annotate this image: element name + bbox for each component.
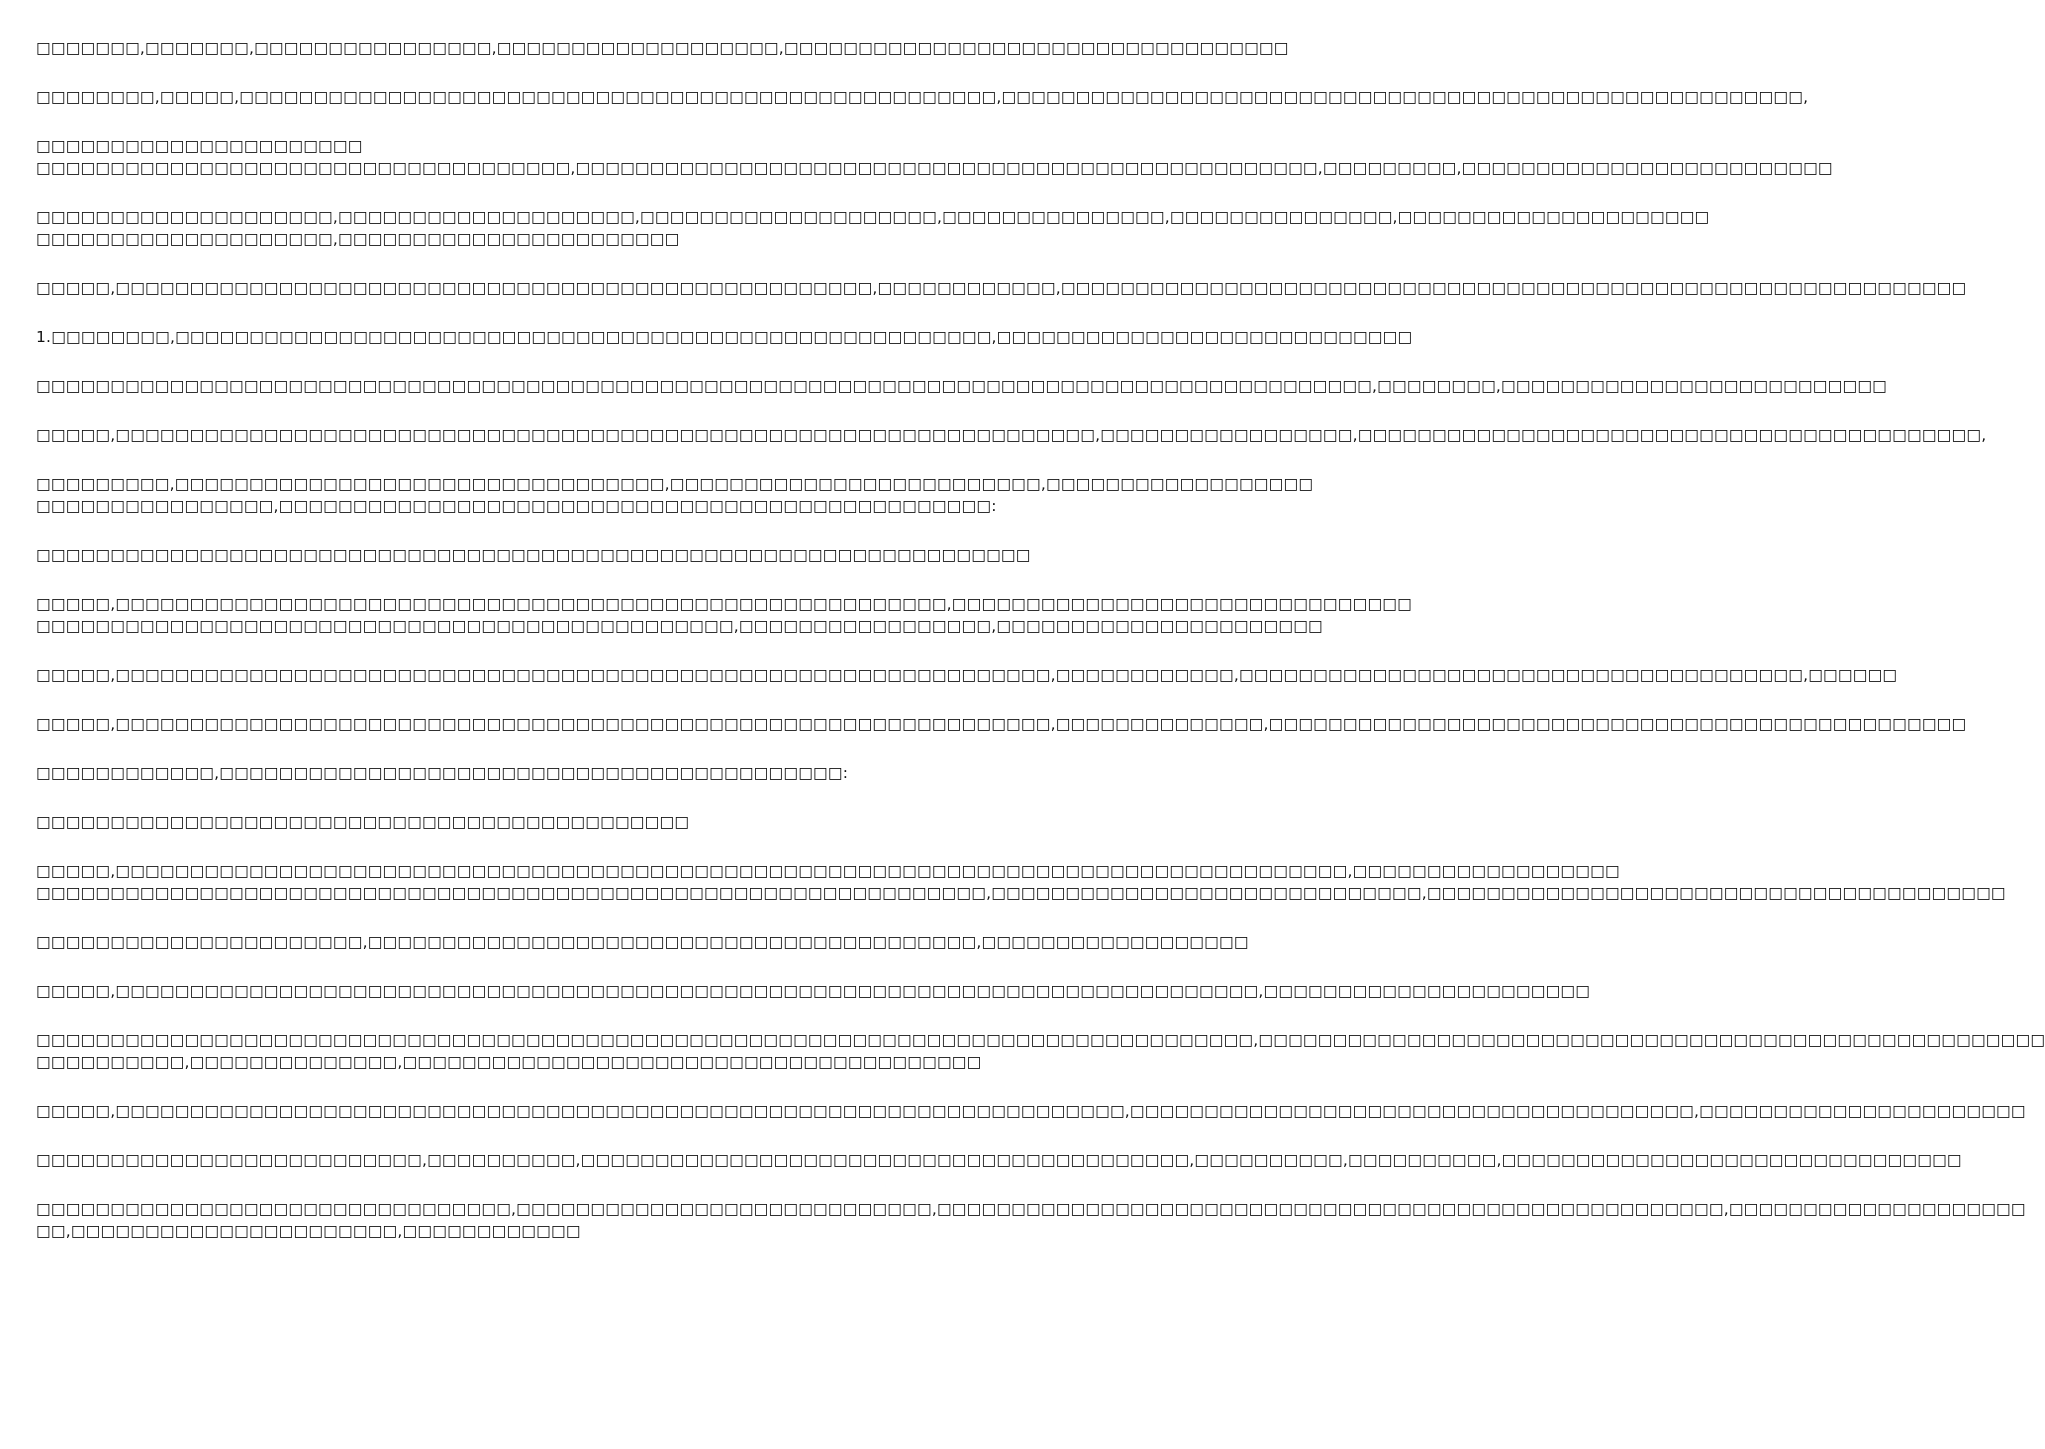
text-line: □□□□□□□□□□□□□□□□□□□□,□□□□□□□□□□□□□□□□□□□□,□□□□□□□□□□□□□□□□□□□□,□□□□□□□□□□□□□□□,□□□□□□□□□□□□□□□,□□□□□□□□□□□□□□□□□□□□□ (36, 208, 1710, 226)
paragraph (36, 206, 1710, 250)
text-line: □□□□□□□□□□□□□□□□□□□□□□□□□□□□□□□□□□□□,□□□□□□□□□□□□□□□□□□□□□□□□□□□□□□□□□□□□□□□□□□□□□□□□□□,□□□□□□□□□,□□□□□□□□□□□□□□□□□□□□□□□□□ (36, 159, 1833, 177)
paragraph (36, 473, 1314, 517)
paragraph (36, 860, 2006, 904)
text-line: □□□□□□□,□□□□□□□,□□□□□□□□□□□□□□□□,□□□□□□□□□□□□□□□□□□□,□□□□□□□□□□□□□□□□□□□□□□□□□□□□□□□□□□ (36, 39, 1289, 57)
text-line: □□□□□,□□□□□□□□□□□□□□□□□□□□□□□□□□□□□□□□□□□□□□□□□□□□□□□□□□□□□□□□□□□□□□□,□□□□□□□□□□□□,□□□□□□□□□□□□□□□□□□□□□□□□□□□□□□□□□□□□□□,□□□□□□ (36, 666, 1898, 684)
text-line: □□□□□,□□□□□□□□□□□□□□□□□□□□□□□□□□□□□□□□□□□□□□□□□□□□□□□□□□□□□□□□,□□□□□□□□□□□□□□□□□□□□□□□□□□□□□□□ (36, 595, 1412, 613)
paragraph (36, 1198, 2026, 1242)
paragraph (36, 1100, 2026, 1122)
text-line: □□,□□□□□□□□□□□□□□□□□□□□□□,□□□□□□□□□□□□ (36, 1222, 581, 1240)
text-line: □□□□□□□□□□□□□□□□□□□□□□□□□□,□□□□□□□□□□,□□□□□□□□□□□□□□□□□□□□□□□□□□□□□□□□□□□□□□□□□,□□□□□□□□□□,□□□□□□□□□□,□□□□□□□□□□□□□□□□□□□□□□□□□□□□□□□ (36, 1151, 1962, 1169)
text-line: □□□□□,□□□□□□□□□□□□□□□□□□□□□□□□□□□□□□□□□□□□□□□□□□□□□□□□□□□,□□□□□□□□□□□□,□□□□□□□□□□□□□□□□□□□□□□□□□□□□□□□□□□□□□□□□□□□□□□□□□□□□□□□□□□□□□ (36, 279, 1967, 297)
text-line: □□□□□,□□□□□□□□□□□□□□□□□□□□□□□□□□□□□□□□□□□□□□□□□□□□□□□□□□□□□□□□□□□□□□□□□□,□□□□□□□□□□□□□□□□□,□□□□□□□□□□□□□□□□□□□□□□□□□□□□□□□□□□□□□□□□□□, (36, 426, 1987, 444)
paragraph (36, 980, 1591, 1002)
text-line: □□□□□□□□,□□□□□,□□□□□□□□□□□□□□□□□□□□□□□□□□□□□□□□□□□□□□□□□□□□□□□□□□□,□□□□□□□□□□□□□□□□□□□□□□□□□□□□□□□□□□□□□□□□□□□□□□□□□□□□□□, (36, 88, 1809, 106)
text-line: □□□□□,□□□□□□□□□□□□□□□□□□□□□□□□□□□□□□□□□□□□□□□□□□□□□□□□□□□□□□□□□□□□□□□□□□□□□□□□□□□□□□□□□□□,□□□□□□□□□□□□□□□□□□ (36, 862, 1620, 880)
paragraph (36, 593, 1412, 637)
paragraph (36, 277, 1967, 299)
paragraph (36, 931, 1249, 953)
text-line: □□□□□□□□□□□□□□□□□□□□□□ (36, 137, 363, 155)
text-line: □□□□□□□□□□□□,□□□□□□□□□□□□□□□□□□□□□□□□□□□□□□□□□□□□□□□□□□: (36, 764, 849, 782)
text-line: □□□□□□□□□□□□□□□□□□□□,□□□□□□□□□□□□□□□□□□□□□□□ (36, 230, 680, 248)
paragraph (36, 424, 1987, 446)
paragraph (36, 713, 1967, 735)
text-line: □□□□□□□□□□,□□□□□□□□□□□□□□,□□□□□□□□□□□□□□□□□□□□□□□□□□□□□□□□□□□□□□□ (36, 1053, 982, 1071)
paragraph (36, 135, 1833, 179)
paragraph (36, 544, 1031, 566)
paragraph (36, 762, 989, 784)
text-line: □□□□□,□□□□□□□□□□□□□□□□□□□□□□□□□□□□□□□□□□□□□□□□□□□□□□□□□□□□□□□□□□□□□□□□□□□□□□□□□□□□□,□□□□□□□□□□□□□□□□□□□□□□ (36, 982, 1591, 1000)
paragraph (36, 1149, 1962, 1171)
paragraph (36, 37, 1289, 59)
paragraph (36, 664, 1898, 686)
text-line: □□□□□,□□□□□□□□□□□□□□□□□□□□□□□□□□□□□□□□□□□□□□□□□□□□□□□□□□□□□□□□□□□□□□□,□□□□□□□□□□□□□□,□□□□□□□□□□□□□□□□□□□□□□□□□□□□□□□□□□□□□□□□□□□□□□□ (36, 715, 1967, 733)
text-line: □□□□□□□□□□□□□□□□□□□□□□□□□□□□□□□□□□□□□□□□□□□□ (36, 813, 690, 831)
text-line: □□□□□□□□□□□□□□□□□□□□□□,□□□□□□□□□□□□□□□□□□□□□□□□□□□□□□□□□□□□□□□□□,□□□□□□□□□□□□□□□□□□ (36, 933, 1249, 951)
text-line: □□□□□□□□□,□□□□□□□□□□□□□□□□□□□□□□□□□□□□□□□□□,□□□□□□□□□□□□□□□□□□□□□□□□□,□□□□□□□□□□□□□□□□□□ (36, 475, 1314, 493)
paragraph (36, 375, 1888, 397)
text-line: 1.□□□□□□□□,□□□□□□□□□□□□□□□□□□□□□□□□□□□□□□□□□□□□□□□□□□□□□□□□□□□□□□□,□□□□□□□□□□□□□□□□□□□□□□□□□□□□ (36, 328, 1413, 346)
text-line: □□□□□□□□□□□□□□□□□□□□□□□□□□□□□□□□□□□□□□□□□□□□□□□,□□□□□□□□□□□□□□□□□,□□□□□□□□□□□□□□□□□□□□□□ (36, 617, 1323, 635)
paragraph (36, 811, 989, 833)
document-body (36, 37, 2045, 1269)
text-line: □□□□□□□□□□□□□□□□□□□□□□□□□□□□□□□□,□□□□□□□□□□□□□□□□□□□□□□□□□□□□,□□□□□□□□□□□□□□□□□□□□□□□□□□□□□□□□□□□□□□□□□□□□□□□□□□□□□,□□□□□□□□□□□□□□□□□□□□ (36, 1200, 2026, 1218)
paragraph (36, 86, 1809, 108)
text-line: □□□□□□□□□□□□□□□□□□□□□□□□□□□□□□□□□□□□□□□□□□□□□□□□□□□□□□□□□□□□□□□□,□□□□□□□□□□□□□□□□□□□□□□□□□□□□□,□□□□□□□□□□□□□□□□□□□□□□□□□□□□□□□□□□□□□□□ (36, 884, 2006, 902)
paragraph (36, 326, 1413, 348)
text-line: □□□□□,□□□□□□□□□□□□□□□□□□□□□□□□□□□□□□□□□□□□□□□□□□□□□□□□□□□□□□□□□□□□□□□□□□□□,□□□□□□□□□□□□□□□□□□□□□□□□□□□□□□□□□□□□□□,□□□□□□□□□□□□□□□□□□□□□□ (36, 1102, 2026, 1120)
text-line: □□□□□□□□□□□□□□□□,□□□□□□□□□□□□□□□□□□□□□□□□□□□□□□□□□□□□□□□□□□□□□□□□: (36, 497, 997, 515)
paragraph (36, 1029, 2045, 1073)
text-line: □□□□□□□□□□□□□□□□□□□□□□□□□□□□□□□□□□□□□□□□□□□□□□□□□□□□□□□□□□□□□□□□□□□ (36, 546, 1031, 564)
text-line: □□□□□□□□□□□□□□□□□□□□□□□□□□□□□□□□□□□□□□□□□□□□□□□□□□□□□□□□□□□□□□□□□□□□□□□□□□□□□□□□□□,□□□□□□□□□□□□□□□□□□□□□□□□□□□□□□□□□□□□□□□□□□□□□□□□□□□□□ (36, 1031, 2045, 1049)
text-line: □□□□□□□□□□□□□□□□□□□□□□□□□□□□□□□□□□□□□□□□□□□□□□□□□□□□□□□□□□□□□□□□□□□□□□□□□□□□□□□□□□□□□□□□□□,□□□□□□□□,□□□□□□□□□□□□□□□□□□□□□□□□□□ (36, 377, 1888, 395)
